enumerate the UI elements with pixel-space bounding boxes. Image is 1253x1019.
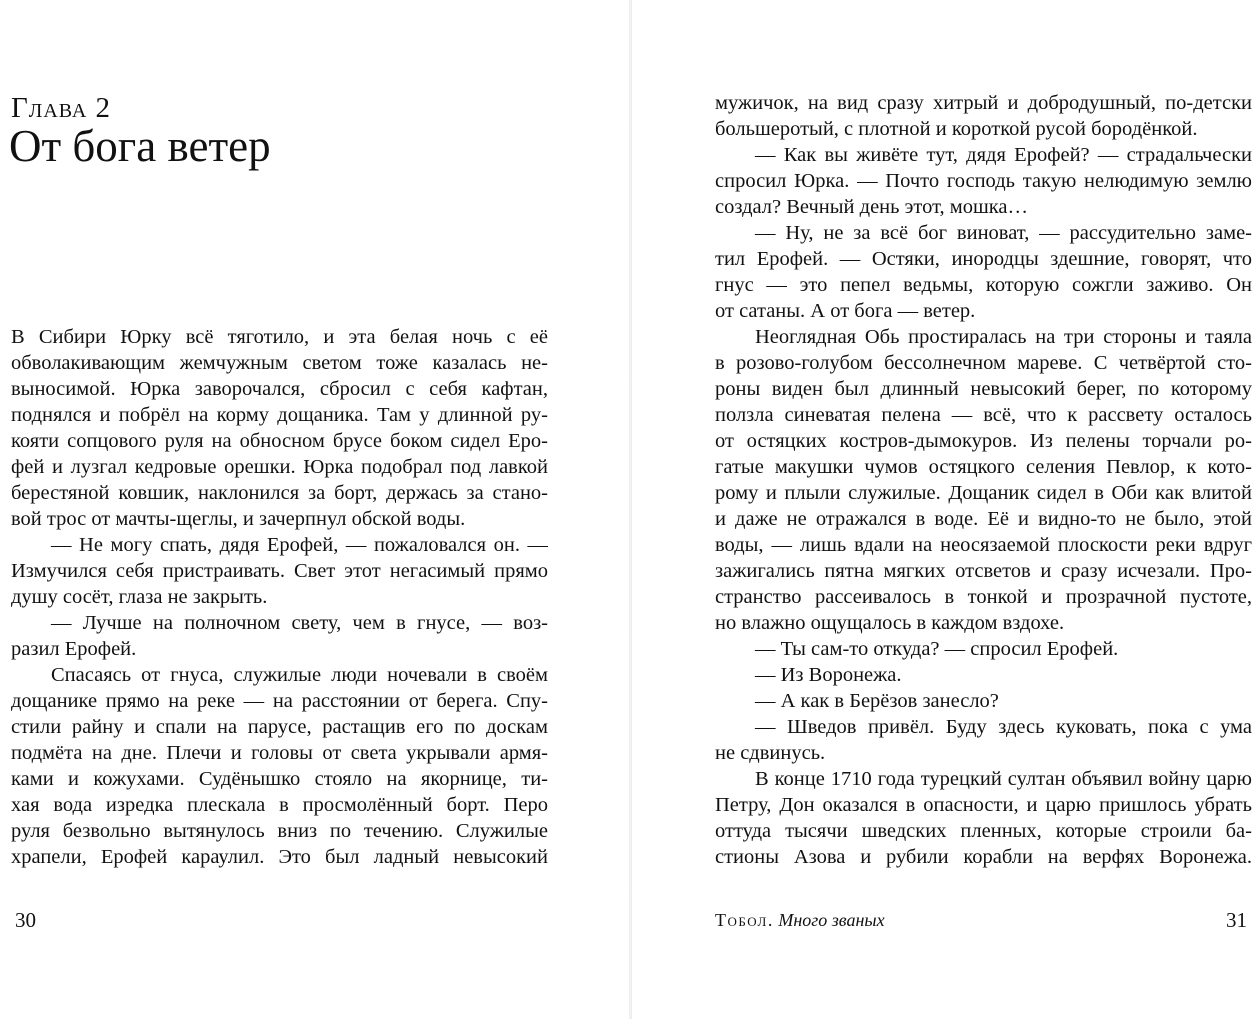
text-line: воды, — лишь вдали на неосязаемой плоскости реки вдруг	[715, 534, 1252, 556]
text-line: — Ты сам-то откуда? — спросил Ерофей.	[755, 638, 1119, 660]
text-line: в розово-голубом бессолнечном мареве. С четвёртой сто-	[715, 352, 1252, 374]
text-line: Спасаясь от гнуса, служилые люди ночевали в своём	[51, 664, 548, 686]
text-line: подмёта на дне. Плечи и головы от света укрывали армя-	[11, 742, 548, 764]
right-body-text	[715, 90, 1252, 870]
text-line: хая вода изредка плескала в просмолённый борт. Перо	[11, 794, 548, 816]
text-line: дощанике прямо на реке — на расстоянии от берега. Спу-	[11, 690, 548, 712]
text-line: берестяной ковшик, наклонился за борт, держась за стано-	[11, 482, 548, 504]
text-line: В конце 1710 года турецкий султан объявил войну царю	[755, 768, 1252, 790]
text-line: — Шведов привёл. Буду здесь куковать, пока с ума	[755, 716, 1252, 738]
text-line: гнус — это пепел ведьмы, которую сожгли заживо. Он	[715, 274, 1252, 296]
text-line: — Как вы живёте тут, дядя Ерофей? — страдальчески	[755, 144, 1252, 166]
text-line: фей и лузгал кедровые орешки. Юрка подобрал под лавкой	[11, 456, 548, 478]
running-head-subtitle: Много званых	[778, 910, 885, 930]
page-number-left: 30	[15, 908, 36, 932]
right-page	[633, 0, 1253, 1019]
text-line: обволакивающим жемчужным светом тоже казалась не-	[11, 352, 548, 374]
page-number-right: 31	[1226, 908, 1247, 932]
text-line: странство рассеивалось в тонкой и прозрачной пустоте,	[715, 586, 1252, 608]
text-line: ползла синеватая пелена — всё, что к рассвету осталось	[715, 404, 1252, 426]
text-line: Измучился себя пристраивать. Свет этот негасимый прямо	[11, 560, 548, 582]
text-line: зажигались пятна мягких отсветов и сразу исчезали. Про-	[715, 560, 1252, 582]
text-line: душу сосёт, глаза не закрыть.	[11, 586, 268, 608]
text-line: Неоглядная Обь простиралась на три стороны и таяла	[755, 326, 1252, 348]
chapter-label: Глава 2	[11, 92, 112, 124]
text-line: но влажно ощущалось в каждом вздохе.	[715, 612, 1065, 634]
text-line: от сатаны. А от бога — ветер.	[715, 300, 976, 322]
text-line: не сдвинусь.	[715, 742, 826, 764]
text-line: — Из Воронежа.	[755, 664, 902, 686]
text-line: ками и кожухами. Судёнышко стояло на якорнице, ти-	[11, 768, 548, 790]
text-line: стионы Азова и рубили корабли на верфях Воронежа.	[715, 846, 1252, 868]
text-line: мужичок, на вид сразу хитрый и добродушный, по-детски	[715, 92, 1252, 114]
text-line: — Ну, не за всё бог виноват, — рассудительно заме-	[755, 222, 1252, 244]
text-line: В Сибири Юрку всё тяготило, и эта белая ночь с её	[11, 326, 548, 348]
text-line: вой трос от мачты-щеглы, и зачерпнул обской воды.	[11, 508, 466, 530]
book-spine-gutter	[629, 0, 632, 1019]
running-head-book: Тобол.	[715, 910, 774, 930]
left-body-text	[11, 324, 548, 870]
text-line: рому и плыли служилые. Дощаник сидел в Оби как влитой	[715, 482, 1252, 504]
chapter-title: От бога ветер	[9, 121, 271, 171]
text-line: тил Ерофей. — Остяки, инородцы здешние, говорят, что	[715, 248, 1252, 270]
text-line: кояти сопцового руля на обносном брусе боком сидел Еро-	[11, 430, 548, 452]
text-line: спросил Юрка. — Почто господь такую нелюдимую землю	[715, 170, 1252, 192]
text-line: выносимой. Юрка заворочался, сбросил с себя кафтан,	[11, 378, 548, 400]
text-line: разил Ерофей.	[11, 638, 137, 660]
text-line: и даже не отражался в воде. Её и видно-то не было, этой	[715, 508, 1252, 530]
text-line: роны виден был длинный невысокий берег, по которому	[715, 378, 1252, 400]
text-line: храпели, Ерофей караулил. Это был ладный невысокий	[11, 846, 548, 868]
text-line: Петру, Дон оказался в опасности, и царю пришлось убрать	[715, 794, 1252, 816]
text-line: — А как в Берёзов занесло?	[755, 690, 999, 712]
text-line: большеротый, с плотной и короткой русой бородёнкой.	[715, 118, 1198, 140]
text-line: от остяцких костров-дымокуров. Из пелены торчали ро-	[715, 430, 1252, 452]
text-line: создал? Вечный день этот, мошка…	[715, 196, 1029, 218]
text-line: — Не могу спать, дядя Ерофей, — пожаловался он. —	[51, 534, 548, 556]
text-line: стили райну и спали на парусе, растащив его по доскам	[11, 716, 548, 738]
text-line: гатые макушки чумов остяцкого селения Певлор, к кото-	[715, 456, 1252, 478]
text-line: — Лучше на полночном свету, чем в гнусе, — воз-	[51, 612, 548, 634]
text-line: руля безвольно вытянулось вниз по течению. Служилые	[11, 820, 548, 842]
running-head	[715, 910, 885, 931]
text-line: поднялся и побрёл на корму дощаника. Там у длинной ру-	[11, 404, 548, 426]
text-line: оттуда тысячи шведских пленных, которые строили ба-	[715, 820, 1252, 842]
